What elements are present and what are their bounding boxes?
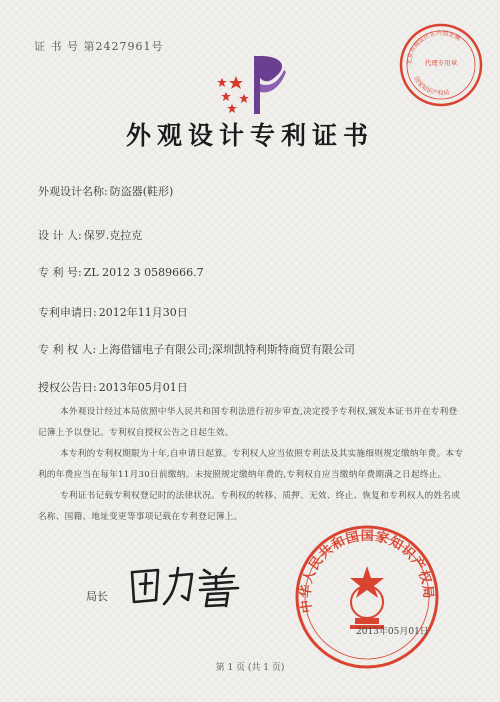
director-signature: [126, 560, 246, 610]
patentee-label: 专 利 权 人:: [38, 343, 97, 356]
field-patentee: [38, 341, 355, 357]
agency-stamp: [396, 20, 486, 110]
body-paragraph-2: 本专利的专利权期限为十年,自申请日起算。专利权人应当依照专利法及其实施细则规定缴纳年费。本专利的年费应当在每年11月30日前缴纳。未按照规定缴纳年费的,专利权自应当缴纳年费期满之日起终止。: [38, 449, 464, 480]
svg-text:代理专用章: 代理专用章: [424, 59, 458, 67]
filing-date-label: 专利申请日:: [38, 306, 97, 319]
designer-label: 设 计 人:: [38, 229, 82, 242]
certificate-title: 外观设计专利证书: [125, 121, 374, 150]
patent-no-value: ZL 2012 3 0589666.7: [83, 266, 204, 279]
national-emblem-icon: [350, 566, 384, 629]
field-grant-date: [38, 379, 188, 395]
certificate-body: [38, 402, 464, 528]
designer-value: 保罗.克拉克: [83, 229, 143, 242]
field-design-name: [38, 183, 173, 199]
svg-text:国家知识产权局: 国家知识产权局: [412, 75, 450, 97]
grant-date-label: 授权公告日:: [38, 381, 97, 394]
svg-text:北京市海淀区东升园北侧: 北京市海淀区东升园北侧: [405, 29, 462, 66]
patent-no-label: 专 利 号:: [38, 266, 82, 279]
field-filing-date: [38, 304, 188, 320]
body-paragraph-1: 本外观设计经过本局依照中华人民共和国专利法进行初步审查,决定授予专利权,颁发本证书并在专利登记簿上予以登记。专利权自授权公告之日起生效。: [38, 407, 458, 438]
design-name-label: 外观设计名称:: [38, 185, 108, 198]
seal-date: 2013年05月01日: [356, 627, 429, 637]
grant-date-value: 2013年05月01日: [98, 381, 188, 394]
filing-date-value: 2012年11月30日: [98, 306, 188, 319]
design-name-value: 防盗器(鞋形): [109, 185, 174, 198]
patentee-value: 上海借镭电子有限公司;深圳凯特利斯特商贸有限公司: [98, 343, 355, 356]
national-seal: [292, 522, 442, 672]
cnipa-logo: [214, 48, 294, 118]
field-designer: [38, 227, 142, 243]
page-footer: 第 1 页 (共 1 页): [215, 663, 285, 673]
certificate-number: 证 书 号 第2427961号: [34, 40, 164, 53]
seal-text: 中华人民共和国国家知识产权局: [298, 528, 436, 614]
body-paragraph-3: 专利证书记载专利权登记时的法律状况。专利权的转移、质押、无效、终止、恢复和专利权人的姓名或名称、国籍、地址变更等事项记载在专利登记簿上。: [38, 491, 461, 522]
director-label: 局长: [86, 590, 108, 603]
field-patent-no: [38, 264, 204, 280]
